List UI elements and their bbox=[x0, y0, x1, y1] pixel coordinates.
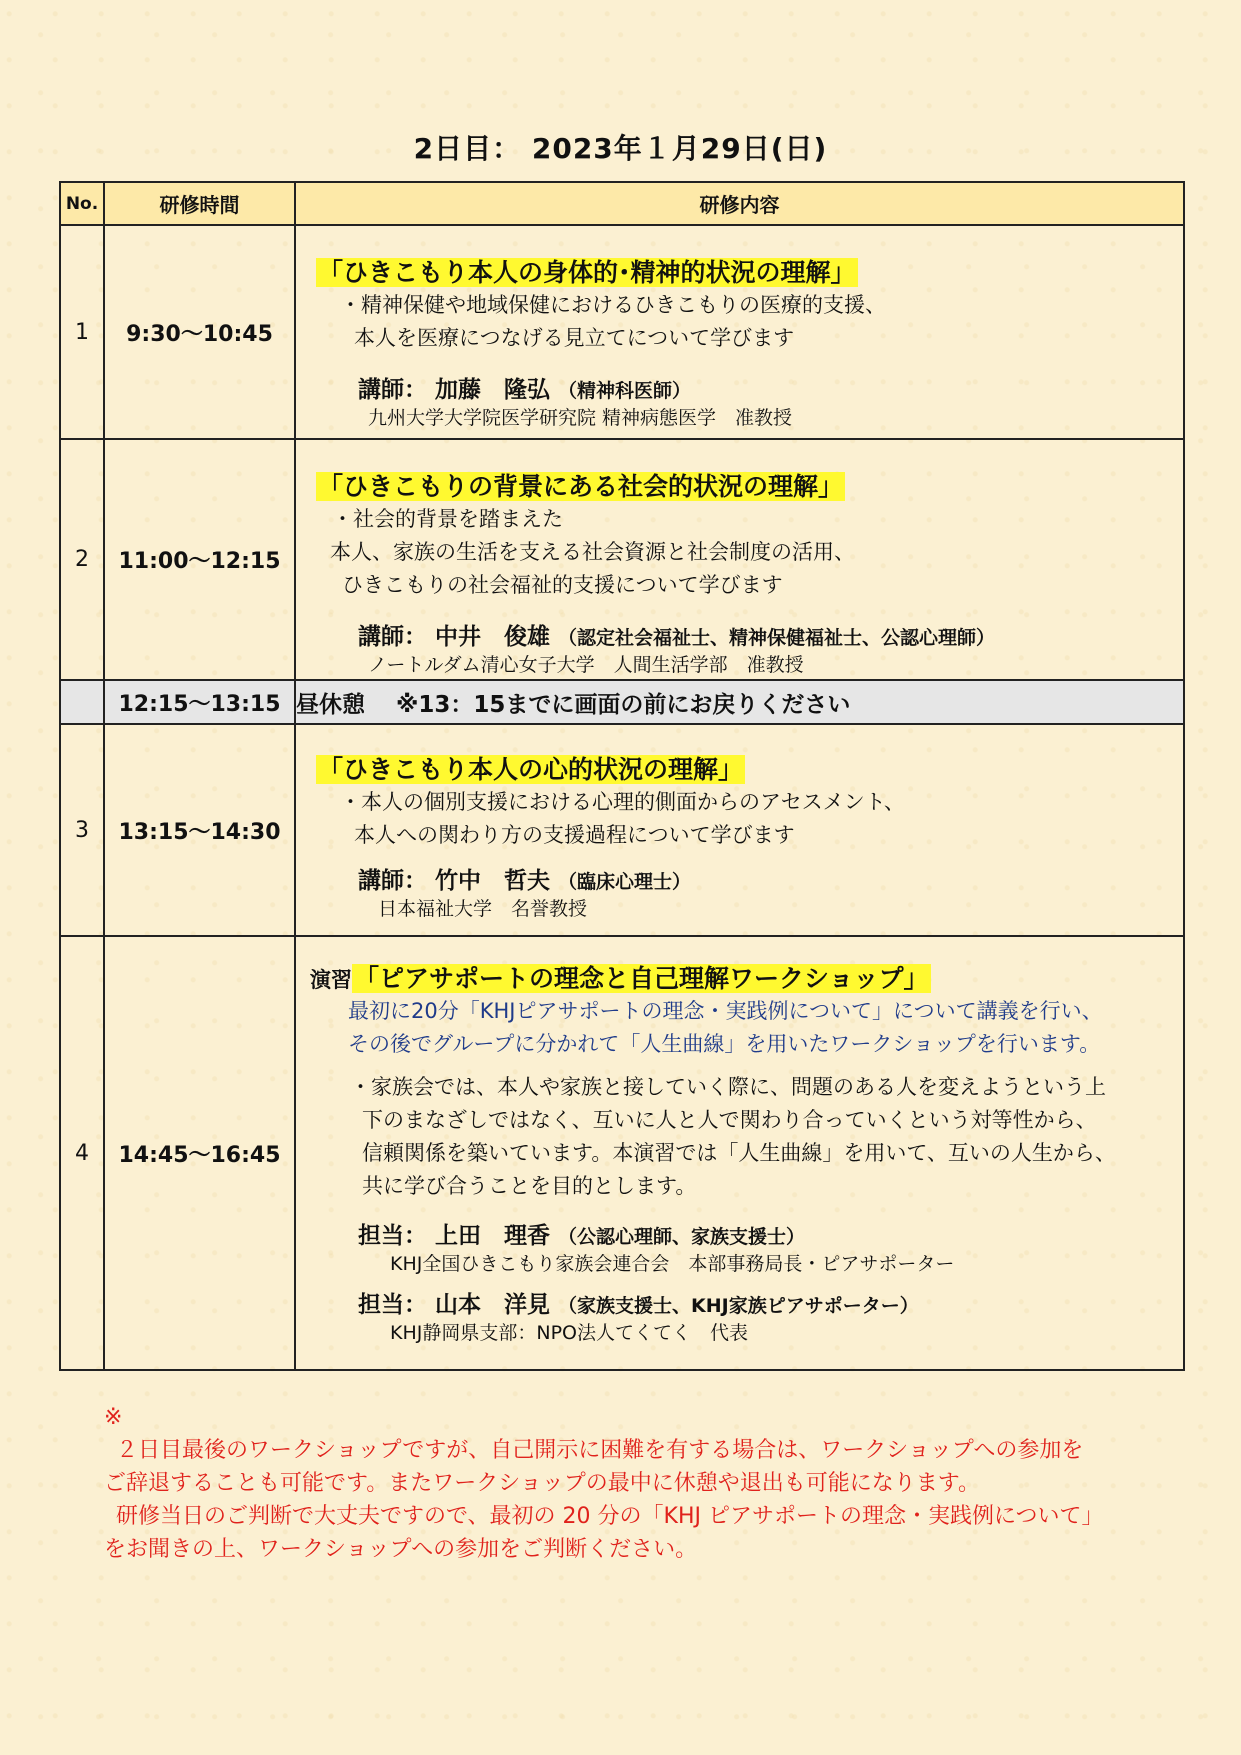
notice bbox=[104, 1401, 1144, 1566]
desc-line: 下のまなざしではなく、互いに人と人で関わり合っていくという対等性から、 bbox=[362, 1108, 1097, 1132]
table-row bbox=[60, 225, 1184, 439]
intro-line: その後でグループに分かれて「人生曲線」を用いたワークショップを行います。 bbox=[348, 1032, 1101, 1056]
lecturer-role: 講師： bbox=[358, 624, 427, 650]
lecturer-title: （家族支援士、KHJ家族ピアサポーター） bbox=[558, 1295, 919, 1317]
row-time: 14:45～16:45 bbox=[104, 936, 295, 1370]
row-content bbox=[295, 439, 1184, 680]
row-number: 2 bbox=[60, 439, 104, 680]
row-number: 4 bbox=[60, 936, 104, 1370]
row-time: 13:15～14:30 bbox=[104, 724, 295, 936]
desc-line: 共に学び合うことを目的とします。 bbox=[362, 1174, 697, 1198]
desc-line: 本人、家族の生活を支える社会資源と社会制度の活用、 bbox=[330, 540, 855, 564]
desc-line: ひきこもりの社会福祉的支援について学びます bbox=[342, 573, 783, 597]
lecturer-name: 中井 俊雄 bbox=[435, 624, 551, 650]
schedule-table bbox=[59, 181, 1185, 1371]
table-row bbox=[60, 724, 1184, 936]
desc-line: 信頼関係を築いています。本演習では「人生曲線」を用いて、互いの人生から、 bbox=[362, 1141, 1116, 1165]
notice-mark: ※ bbox=[104, 1405, 123, 1430]
lecturer-name: 加藤 隆弘 bbox=[435, 377, 551, 403]
notice-line: 研修当日のご判断で大丈夫ですので、最初の 20 分の「KHJ ピアサポートの理念・実践例について」 bbox=[116, 1504, 1104, 1529]
desc-line: ・社会的背景を踏まえた bbox=[332, 507, 563, 531]
lecturer-role: 担当： bbox=[358, 1292, 427, 1318]
row-number: 1 bbox=[60, 225, 104, 439]
topic-title: 「ピアサポートの理念と自己理解ワークショップ」 bbox=[354, 964, 929, 993]
lecturer bbox=[358, 1286, 1183, 1319]
table-row bbox=[60, 439, 1184, 680]
topic-title: 「ひきこもり本人の心的状況の理解」 bbox=[318, 755, 744, 784]
table-header bbox=[60, 182, 1184, 225]
desc-line: ・家族会では、本人や家族と接していく際に、問題のある人を変えようという上 bbox=[350, 1075, 1106, 1099]
lecturer-affiliation: KHJ全国ひきこもり家族会連合会 本部事務局長・ピアサポーター bbox=[390, 1253, 955, 1275]
topic-title: 「ひきこもりの背景にある社会的状況の理解」 bbox=[318, 472, 844, 501]
notice-line: をお聞きの上、ワークショップへの参加をご判断ください。 bbox=[104, 1537, 698, 1562]
page-title: 2日目： 2023年１月29日(日) bbox=[413, 132, 828, 165]
desc-line: 本人への関わり方の支援過程について学びます bbox=[354, 823, 795, 847]
header-content: 研修内容 bbox=[295, 182, 1184, 225]
lecturer-name: 上田 理香 bbox=[435, 1223, 551, 1249]
row-content bbox=[295, 936, 1184, 1370]
lecturer-role: 講師： bbox=[358, 377, 427, 403]
row-time: 11:00～12:15 bbox=[104, 439, 295, 680]
row-time: 9:30～10:45 bbox=[104, 225, 295, 439]
lecturer-affiliation: 九州大学大学院医学研究院 精神病態医学 准教授 bbox=[368, 407, 793, 429]
table-row bbox=[60, 936, 1184, 1370]
lecturer bbox=[358, 371, 1183, 404]
lecturer bbox=[358, 1217, 1183, 1250]
lecturer-role: 担当： bbox=[358, 1223, 427, 1249]
lecturer bbox=[358, 862, 1183, 895]
lecturer-affiliation: KHJ静岡県支部：NPO法人てくてく 代表 bbox=[390, 1322, 748, 1344]
break-row bbox=[60, 680, 1184, 724]
lecturer-title: （臨床心理士） bbox=[558, 871, 692, 893]
lecturer-affiliation: ノートルダム清心女子大学 人間生活学部 准教授 bbox=[368, 654, 804, 676]
lecturer-title: （精神科医師） bbox=[558, 380, 692, 402]
row-content bbox=[295, 225, 1184, 439]
break-text: 昼休憩 ※13：15までに画面の前にお戻りください bbox=[295, 680, 1184, 724]
header-time: 研修時間 bbox=[104, 182, 295, 225]
lecturer bbox=[358, 618, 1183, 651]
exercise-prefix: 演習 bbox=[310, 968, 352, 992]
lecturer-name: 竹中 哲夫 bbox=[435, 868, 551, 894]
row-number: 3 bbox=[60, 724, 104, 936]
lecturer-name: 山本 洋見 bbox=[435, 1292, 551, 1318]
break-number bbox=[60, 680, 104, 724]
notice-line: ２日目最後のワークショップですが、自己開示に困難を有する場合は、ワークショップへの参加を bbox=[116, 1438, 1084, 1463]
header-no: No. bbox=[60, 182, 104, 225]
lecturer-role: 講師： bbox=[358, 868, 427, 894]
lecturer-title: （認定社会福祉士、精神保健福祉士、公認心理師） bbox=[558, 627, 996, 649]
break-time: 12:15～13:15 bbox=[104, 680, 295, 724]
topic-title: 「ひきこもり本人の身体的･精神的状況の理解」 bbox=[318, 258, 856, 287]
desc-line: 本人を医療につなげる見立てについて学びます bbox=[354, 326, 795, 350]
row-content bbox=[295, 724, 1184, 936]
notice-line: ご辞退することも可能です。またワークショップの最中に休憩や退出も可能になります。 bbox=[104, 1471, 981, 1496]
intro-line: 最初に20分「KHJピアサポートの理念・実践例について」について講義を行い、 bbox=[348, 999, 1103, 1023]
desc-line: ・精神保健や地域保健におけるひきこもりの医療的支援、 bbox=[340, 293, 886, 317]
desc-line: ・本人の個別支援における心理的側面からのアセスメント、 bbox=[340, 790, 905, 814]
lecturer-affiliation: 日本福祉大学 名誉教授 bbox=[378, 898, 588, 920]
lecturer-title: （公認心理師、家族支援士） bbox=[558, 1226, 806, 1248]
